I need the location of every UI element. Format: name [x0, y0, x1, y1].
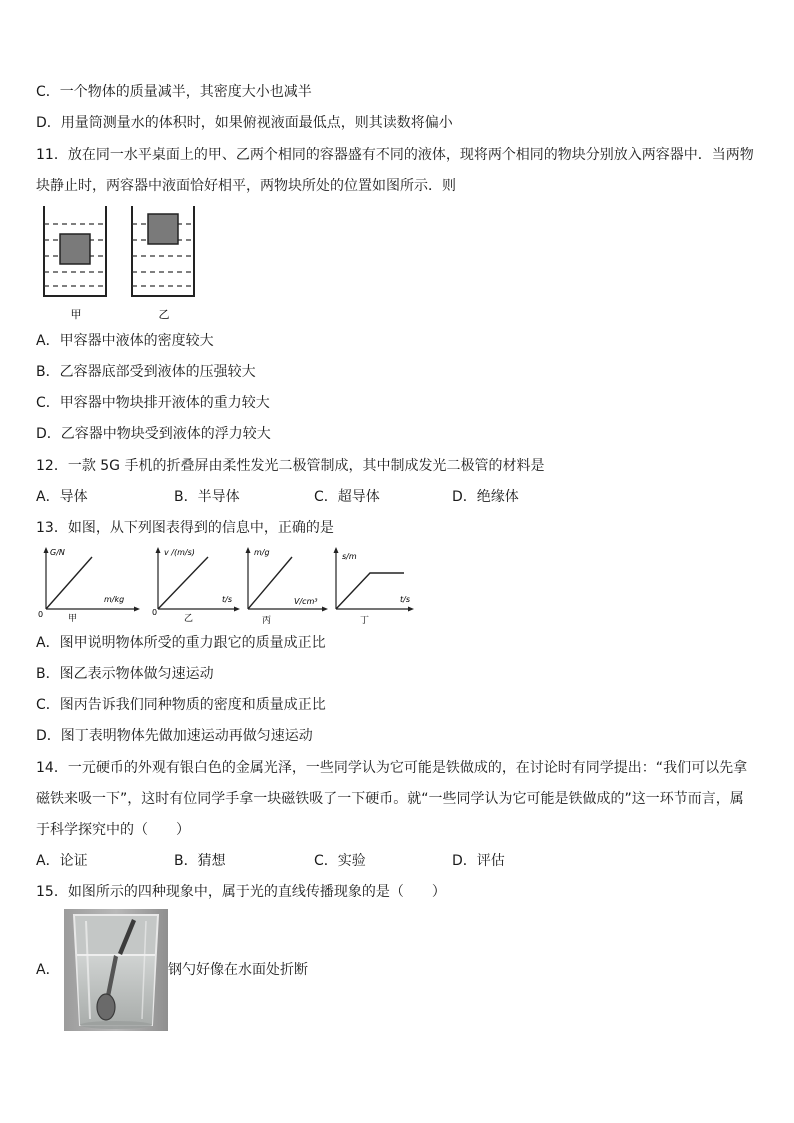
block-jia: [60, 234, 90, 264]
graph-jia-name: 甲: [68, 614, 78, 624]
line-bing: [248, 557, 292, 609]
graph-ding-xlabel: t/s: [400, 595, 410, 604]
q12-options: [36, 487, 756, 507]
graph-jia-ylabel: G/N: [50, 548, 65, 557]
graph-jia: [38, 547, 140, 624]
graph-jia-origin: 0: [38, 610, 44, 619]
q10-option-c: C．一个物体的质量减半，其密度大小也减半: [36, 84, 312, 100]
graph-yi-origin: 0: [152, 608, 158, 617]
q12-option-b: B．半导体: [174, 489, 240, 505]
q15-option-a-letter: A．: [36, 962, 60, 978]
line-yi: [158, 557, 208, 609]
container-yi: [132, 206, 194, 296]
q11-option-c: C．甲容器中物块排开液体的重力较大: [36, 395, 270, 411]
q11-option-a: A．甲容器中液体的密度较大: [36, 333, 214, 349]
graph-yi-ylabel: v /(m/s): [164, 548, 195, 557]
q14-option-b: B．猜想: [174, 853, 226, 869]
container-jia: [44, 206, 106, 296]
line-ding: [336, 573, 404, 609]
label-yi: 乙: [158, 308, 170, 321]
q13-graphs-figure: [36, 545, 416, 627]
q14-stem-line1: 14．一元硬币的外观有银白色的金属光泽，一些同学认为它可能是铁做成的，在讨论时有同学提出：“我们可以先拿: [36, 760, 748, 776]
graph-ding: [334, 547, 415, 626]
q11-option-b: B．乙容器底部受到液体的压强较大: [36, 364, 256, 380]
q15-stem: 15．如图所示的四种现象中，属于光的直线传播现象的是（ ）: [36, 884, 446, 900]
q14-options: [36, 851, 756, 871]
graph-bing-ylabel: m/g: [254, 548, 270, 557]
graph-bing-name: 丙: [262, 616, 272, 626]
q13-option-d: D．图丁表明物体先做加速运动再做匀速运动: [36, 728, 313, 744]
q10-option-d: D．用量筒测量水的体积时，如果俯视液面最低点，则其读数将偏小: [36, 115, 453, 131]
q14-option-d: D．评估: [452, 853, 505, 869]
graph-yi-xlabel: t/s: [222, 595, 232, 604]
q11-containers-figure: [36, 204, 216, 324]
graph-ding-ylabel: s/m: [342, 552, 357, 561]
graph-jia-xlabel: m/kg: [104, 595, 125, 604]
q12-option-c: C．超导体: [314, 489, 380, 505]
q11-stem-line1: 11．放在同一水平桌面上的甲、乙两个相同的容器盛有不同的液体，现将两个相同的物块分别放入两容器中．当两物: [36, 147, 754, 163]
line-jia: [46, 557, 92, 609]
q14-option-c: C．实验: [314, 853, 366, 869]
q12-option-a: A．导体: [36, 489, 88, 505]
q12-option-d: D．绝缘体: [452, 489, 519, 505]
q11-option-d: D．乙容器中物块受到液体的浮力较大: [36, 426, 271, 442]
graph-yi: [152, 547, 240, 624]
q14-stem-line2: 磁铁来吸一下”，这时有位同学手拿一块磁铁吸了一下硬币。就“一些同学认为它可能是铁做成的”这一环节而言，属: [36, 791, 744, 807]
label-jia: 甲: [70, 308, 82, 321]
q13-option-c: C．图丙告诉我们同种物质的密度和质量成正比: [36, 697, 326, 713]
graph-ding-name: 丁: [360, 616, 370, 626]
q15-option-a-text: 钢勺好像在水面处折断: [168, 962, 308, 978]
graph-yi-name: 乙: [184, 614, 194, 624]
q11-stem-line2: 块静止时，两容器中液面恰好相平，两物块所处的位置如图所示．则: [36, 178, 456, 194]
graph-bing: [246, 547, 329, 626]
q13-option-a: A．图甲说明物体所受的重力跟它的质量成正比: [36, 635, 326, 651]
block-yi: [148, 214, 178, 244]
graph-bing-xlabel: V/cm³: [294, 597, 318, 606]
q13-option-b: B．图乙表示物体做匀速运动: [36, 666, 214, 682]
spoon-in-water-photo: [64, 909, 168, 1031]
q13-stem: 13．如图，从下列图表得到的信息中，正确的是: [36, 520, 334, 536]
q12-stem: 12．一款 5G 手机的折叠屏由柔性发光二极管制成，其中制成发光二极管的材料是: [36, 458, 545, 474]
q14-option-a: A．论证: [36, 853, 88, 869]
q14-stem-line3: 于科学探究中的（ ）: [36, 822, 190, 838]
